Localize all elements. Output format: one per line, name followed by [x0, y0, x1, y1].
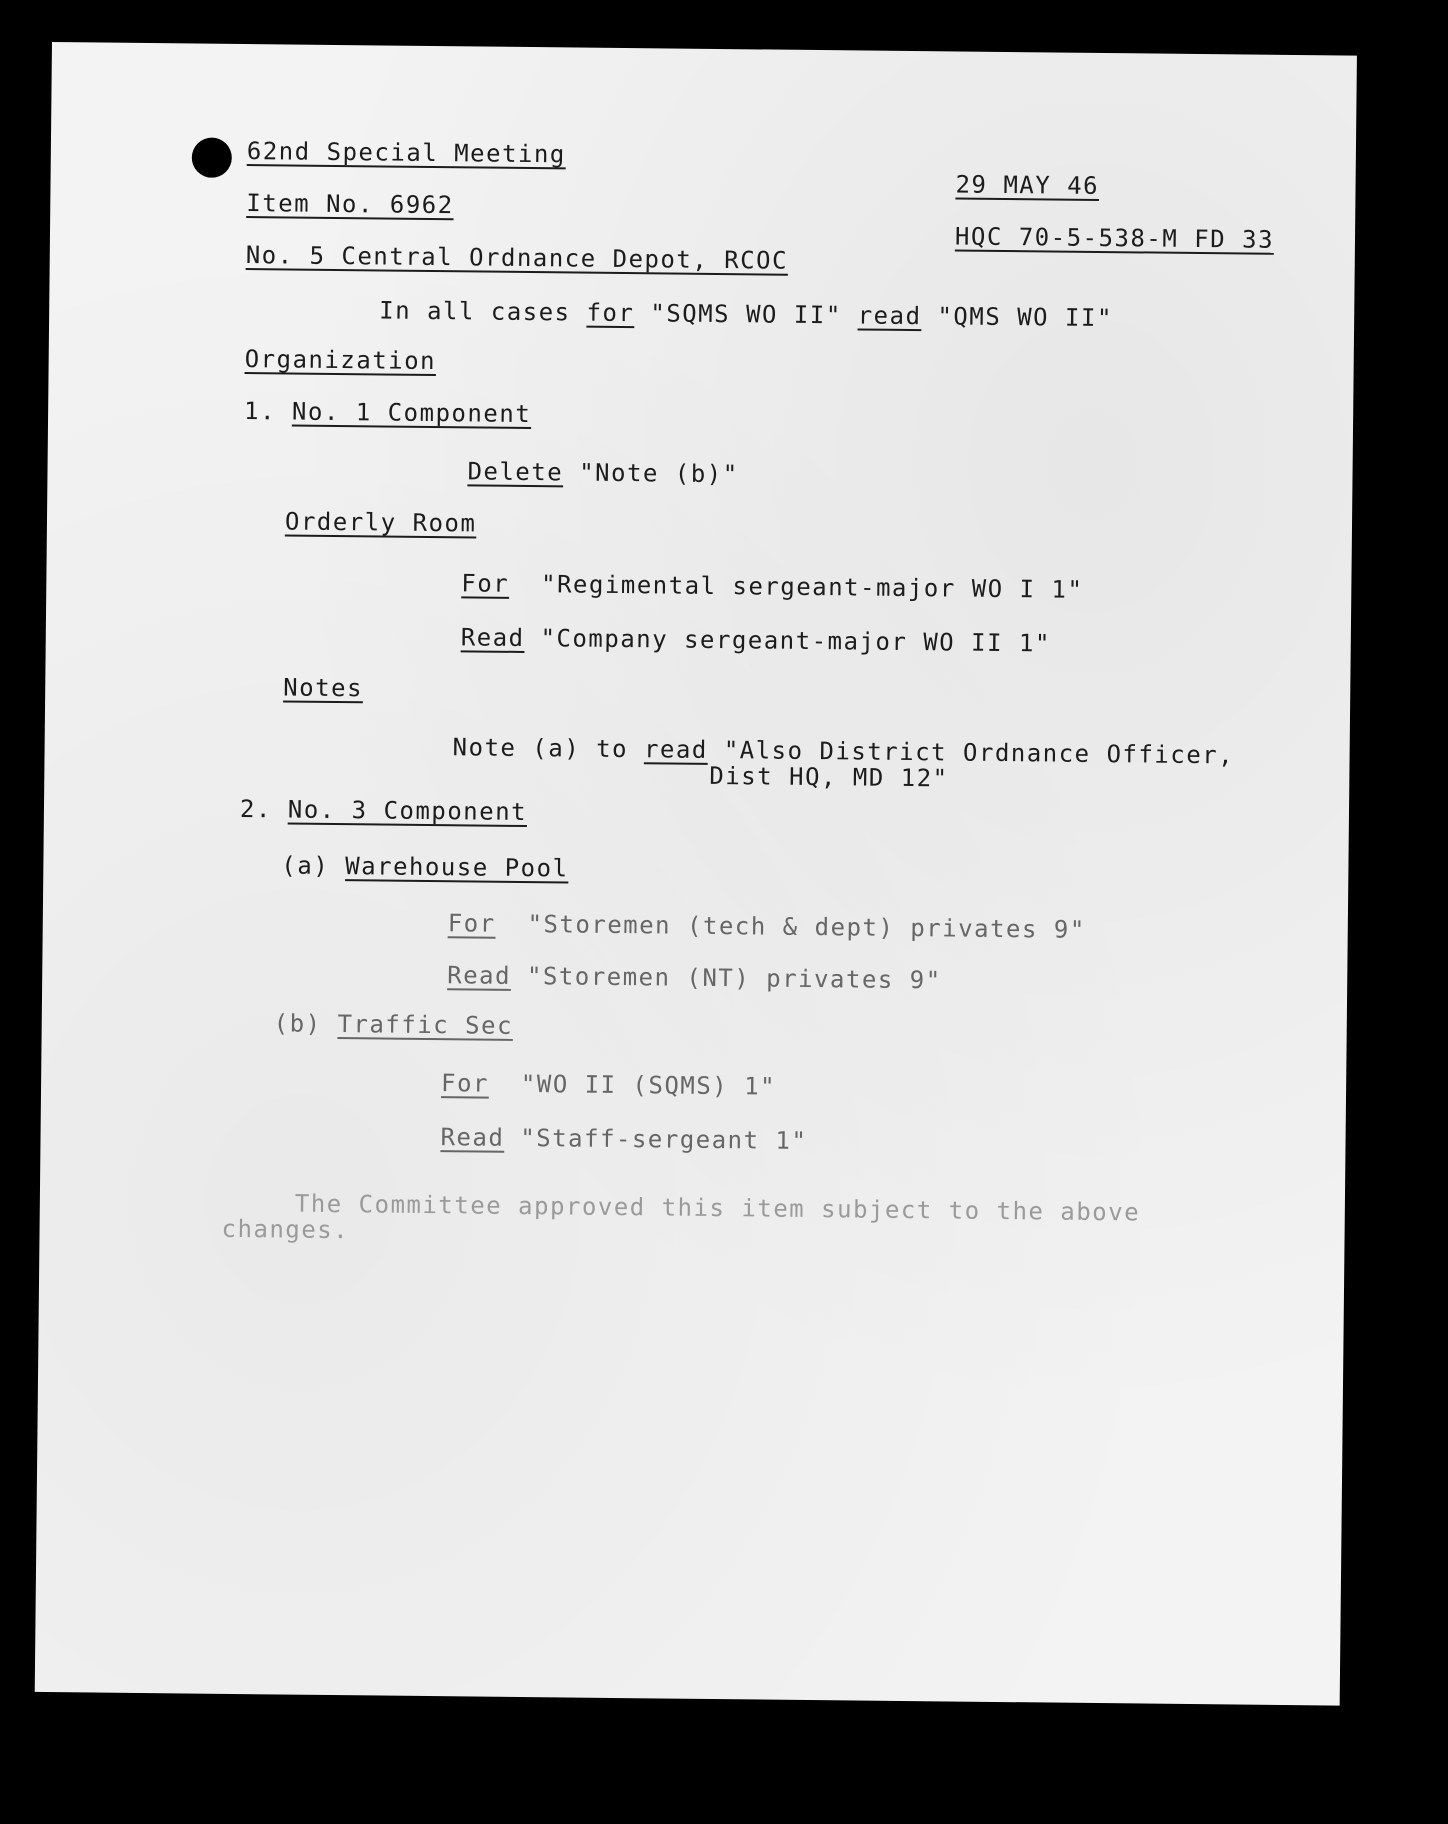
note-a-amendment: Note (a) to read "Also District Ordnance Officer,	[452, 733, 1235, 770]
warehouse-pool-heading: (a) Warehouse Pool	[281, 851, 569, 883]
traffic-sec-for: For "WO II (SQMS) 1"	[440, 1069, 777, 1101]
orderly-room-heading: Orderly Room	[284, 507, 477, 538]
orderly-room-for: For "Regimental sergeant-major WO I 1"	[461, 569, 1084, 604]
punch-hole	[192, 137, 232, 177]
notes-heading: Notes	[283, 673, 364, 703]
meeting-title: 62nd Special Meeting	[246, 137, 566, 169]
conclusion-line-1: The Committee approved this item subject to the above	[294, 1189, 1141, 1227]
section-1-heading: 1. No. 1 Component	[243, 397, 532, 429]
file-reference: HQC 70-5-538-M FD 33	[954, 222, 1275, 254]
warehouse-pool-for: For "Storemen (tech & dept) privates 9"	[447, 909, 1086, 944]
note-a-continuation: Dist HQ, MD 12"	[709, 761, 949, 793]
traffic-sec-read: Read "Staff-sergeant 1"	[440, 1123, 808, 1155]
orderly-room-read: Read "Company sergeant-major WO II 1"	[460, 623, 1052, 658]
document-title: No. 5 Central Ordnance Depot, RCOC	[245, 241, 789, 275]
document-date: 29 MAY 46	[955, 170, 1100, 200]
section-2-heading: 2. No. 3 Component	[239, 795, 528, 827]
delete-note-b: Delete "Note (b)"	[467, 457, 739, 489]
item-number: Item No. 6962	[246, 189, 454, 220]
general-amendment: In all cases for "SQMS WO II" read "QMS WO II"	[379, 296, 1114, 333]
warehouse-pool-read: Read "Storemen (NT) privates 9"	[447, 961, 942, 995]
traffic-sec-heading: (b) Traffic Sec	[273, 1009, 514, 1040]
conclusion-line-2: changes.	[221, 1214, 350, 1245]
organization-heading: Organization	[244, 345, 437, 376]
document-page	[35, 42, 1357, 1706]
